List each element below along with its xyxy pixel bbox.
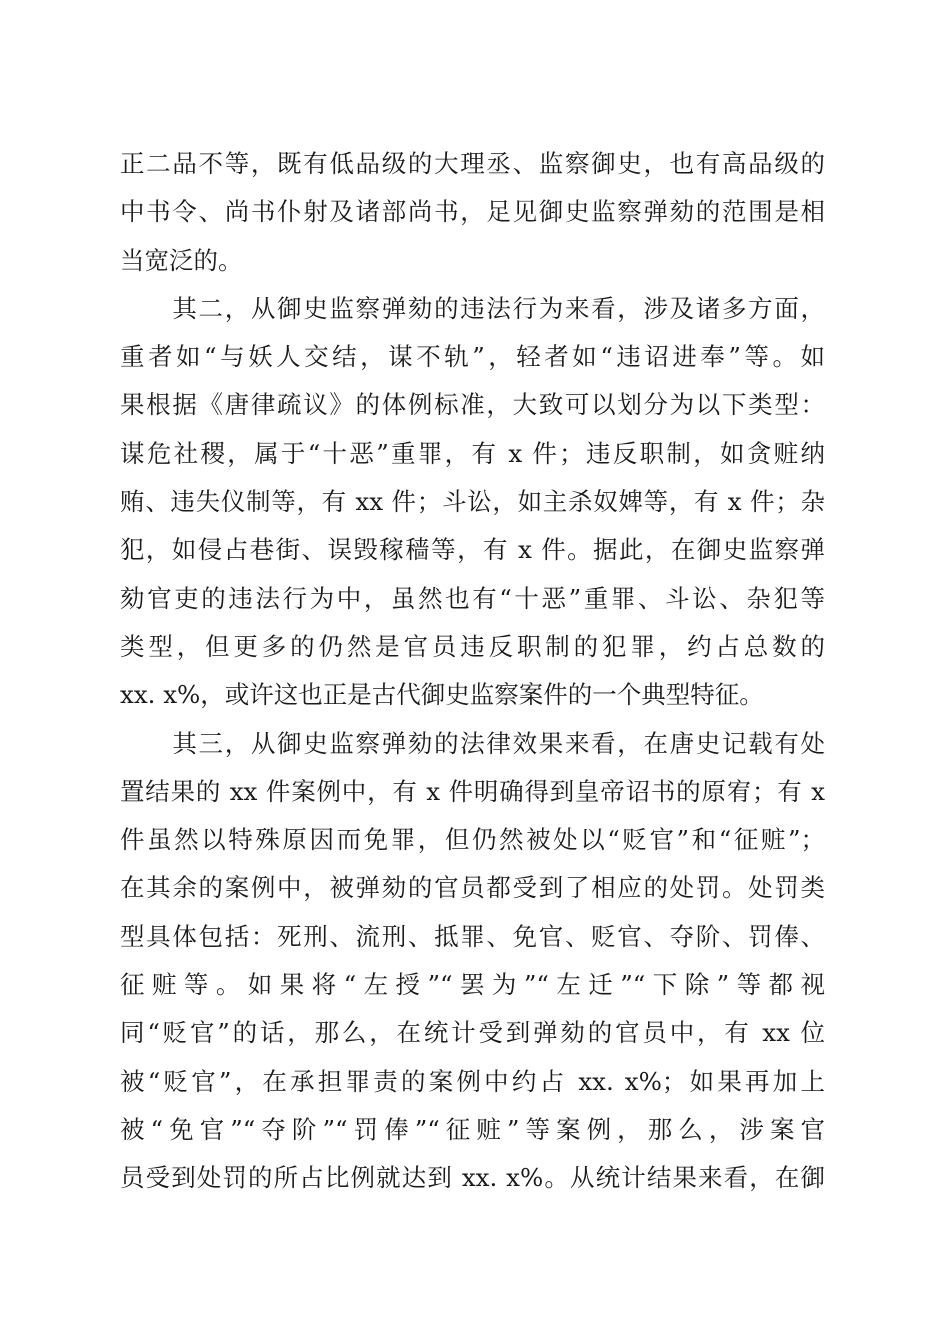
- text-line: 同“贬官”的话，那么，在统计受到弹劾的官员中，有 xx 位: [120, 1018, 825, 1048]
- text-line: xx. x%，或许这也正是古代御史监察案件的一个典型特征。: [120, 680, 764, 710]
- text-line: 果根据《唐律疏议》的体例标准，大致可以划分为以下类型：: [120, 390, 825, 420]
- text-line: 员受到处罚的所占比例就达到 xx. x%。从统计结果来看，在御: [120, 1163, 825, 1193]
- text-line: 正二品不等，既有低品级的大理丞、监察御史，也有高品级的: [120, 149, 825, 178]
- text-line: 中书令、尚书仆射及诸部尚书，足见御史监察弹劾的范围是相: [120, 197, 825, 227]
- text-line: 在其余的案例中，被弹劾的官员都受到了相应的处罚。处罚类: [120, 873, 825, 903]
- body-text: [120, 140, 825, 1203]
- text-line: 征赃等。如果将“左授”“罢为”“左迁”“下除”等都视: [120, 970, 825, 1000]
- text-line: 型具体包括：死刑、流刑、抵罪、免官、贬官、夺阶、罚俸、: [120, 921, 825, 951]
- text-line: 当宽泛的。: [120, 245, 243, 275]
- text-line: 劾官吏的违法行为中，虽然也有“十恶”重罪、斗讼、杂犯等: [120, 583, 825, 613]
- text-line: 谋危社稷，属于“十恶”重罪，有 x 件；违反职制，如贪赃纳: [120, 438, 825, 468]
- text-line: 贿、违失仪制等，有 xx 件；斗讼，如主杀奴婢等，有 x 件；杂: [120, 487, 825, 517]
- text-line: 重者如“与妖人交结，谋不轨”，轻者如“违诏进奉”等。如: [120, 342, 825, 372]
- text-line: 类型，但更多的仍然是官员违反职制的犯罪，约占总数的: [120, 631, 825, 661]
- text-line: 件虽然以特殊原因而免罪，但仍然被处以“贬官”和“征赃”；: [120, 825, 825, 855]
- text-line: 置结果的 xx 件案例中，有 x 件明确得到皇帝诏书的原宥；有 x: [120, 776, 825, 806]
- text-line: 被“免官”“夺阶”“罚俸”“征赃”等案例，那么，涉案官: [120, 1114, 825, 1144]
- text-line: 被“贬官”，在承担罪责的案例中约占 xx. x%；如果再加上: [120, 1066, 825, 1096]
- text-line: 其三，从御史监察弹劾的法律效果来看，在唐史记载有处: [120, 728, 825, 758]
- text-line: 犯，如侵占巷街、误毁稼穑等，有 x 件。据此，在御史监察弹: [120, 535, 825, 565]
- text-line: 其二，从御史监察弹劾的违法行为来看，涉及诸多方面，: [120, 293, 825, 323]
